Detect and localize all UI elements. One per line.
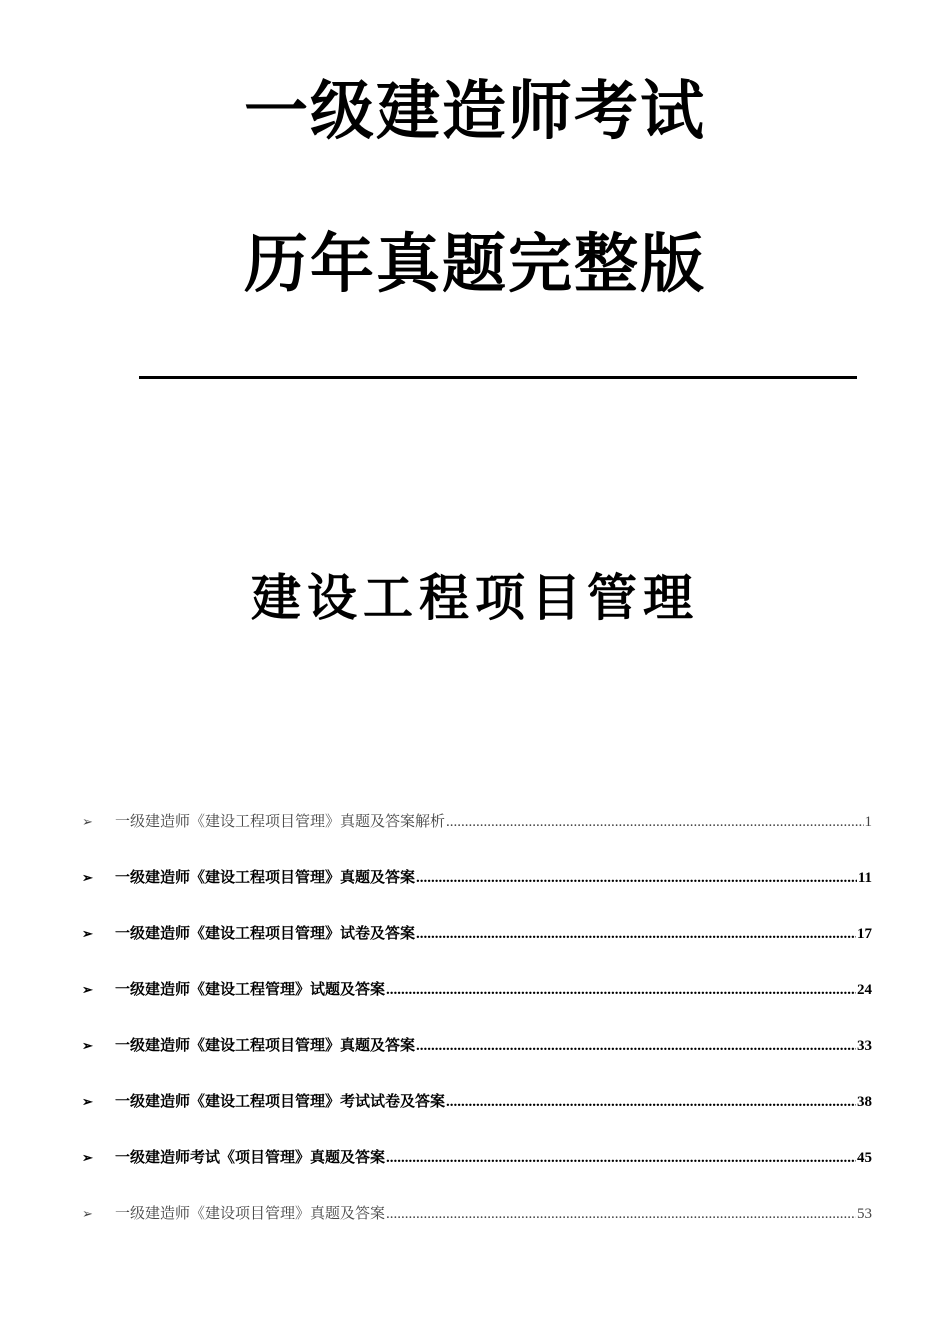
toc-entry[interactable] bbox=[80, 1200, 872, 1256]
arrowhead-bullet-icon: ➢ bbox=[82, 1094, 93, 1109]
toc-dot-leader bbox=[446, 808, 863, 836]
toc-dot-leader bbox=[416, 864, 857, 892]
toc-entry-title: 一级建造师《建设工程管理》试题及答案 bbox=[115, 982, 386, 998]
toc-entry[interactable] bbox=[80, 1032, 872, 1088]
arrowhead-bullet-icon: ➢ bbox=[82, 1038, 93, 1053]
toc-entry-title: 一级建造师《建设工程项目管理》真题及答案 bbox=[115, 870, 416, 886]
toc-entry[interactable] bbox=[80, 1144, 872, 1200]
arrowhead-bullet-icon: ➢ bbox=[82, 1206, 93, 1221]
toc-entry-title: 一级建造师《建设工程项目管理》真题及答案 bbox=[115, 1038, 416, 1054]
document-title-line-2: 历年真题完整版 bbox=[244, 228, 706, 302]
toc-page-number: 17 bbox=[857, 926, 872, 942]
toc-entry-title: 一级建造师《建设项目管理》真题及答案 bbox=[115, 1206, 386, 1222]
toc-entry[interactable] bbox=[80, 976, 872, 1032]
toc-page-number: 45 bbox=[857, 1150, 872, 1166]
toc-entry[interactable] bbox=[80, 864, 872, 920]
toc-page-number: 38 bbox=[857, 1094, 872, 1110]
arrowhead-bullet-icon: ➢ bbox=[82, 982, 93, 997]
toc-page-number: 33 bbox=[857, 1038, 872, 1054]
toc-dot-leader bbox=[386, 976, 856, 1004]
toc-entry[interactable] bbox=[80, 808, 872, 864]
toc-page-number: 1 bbox=[864, 814, 872, 830]
toc-page-number: 53 bbox=[857, 1206, 872, 1222]
toc-dot-leader bbox=[386, 1200, 856, 1228]
toc-dot-leader bbox=[386, 1144, 856, 1172]
toc-page-number: 24 bbox=[857, 982, 872, 998]
arrowhead-bullet-icon: ➢ bbox=[82, 814, 93, 829]
arrowhead-bullet-icon: ➢ bbox=[82, 1150, 93, 1165]
toc-entry-title: 一级建造师《建设工程项目管理》真题及答案解析 bbox=[115, 814, 446, 830]
toc-dot-leader bbox=[416, 1032, 856, 1060]
title-divider bbox=[139, 376, 857, 379]
toc-page-number: 11 bbox=[857, 870, 872, 886]
subject-heading: 建设工程项目管理 bbox=[251, 568, 699, 627]
toc-entry[interactable] bbox=[80, 1088, 872, 1144]
table-of-contents bbox=[80, 808, 872, 1256]
toc-entry-title: 一级建造师《建设工程项目管理》试卷及答案 bbox=[115, 926, 416, 942]
toc-dot-leader bbox=[446, 1088, 856, 1116]
toc-entry-title: 一级建造师考试《项目管理》真题及答案 bbox=[115, 1150, 386, 1166]
arrowhead-bullet-icon: ➢ bbox=[82, 870, 93, 885]
toc-dot-leader bbox=[416, 920, 856, 948]
document-title-line-1: 一级建造师考试 bbox=[244, 75, 706, 149]
toc-entry[interactable] bbox=[80, 920, 872, 976]
toc-entry-title: 一级建造师《建设工程项目管理》考试试卷及答案 bbox=[115, 1094, 446, 1110]
arrowhead-bullet-icon: ➢ bbox=[82, 926, 93, 941]
